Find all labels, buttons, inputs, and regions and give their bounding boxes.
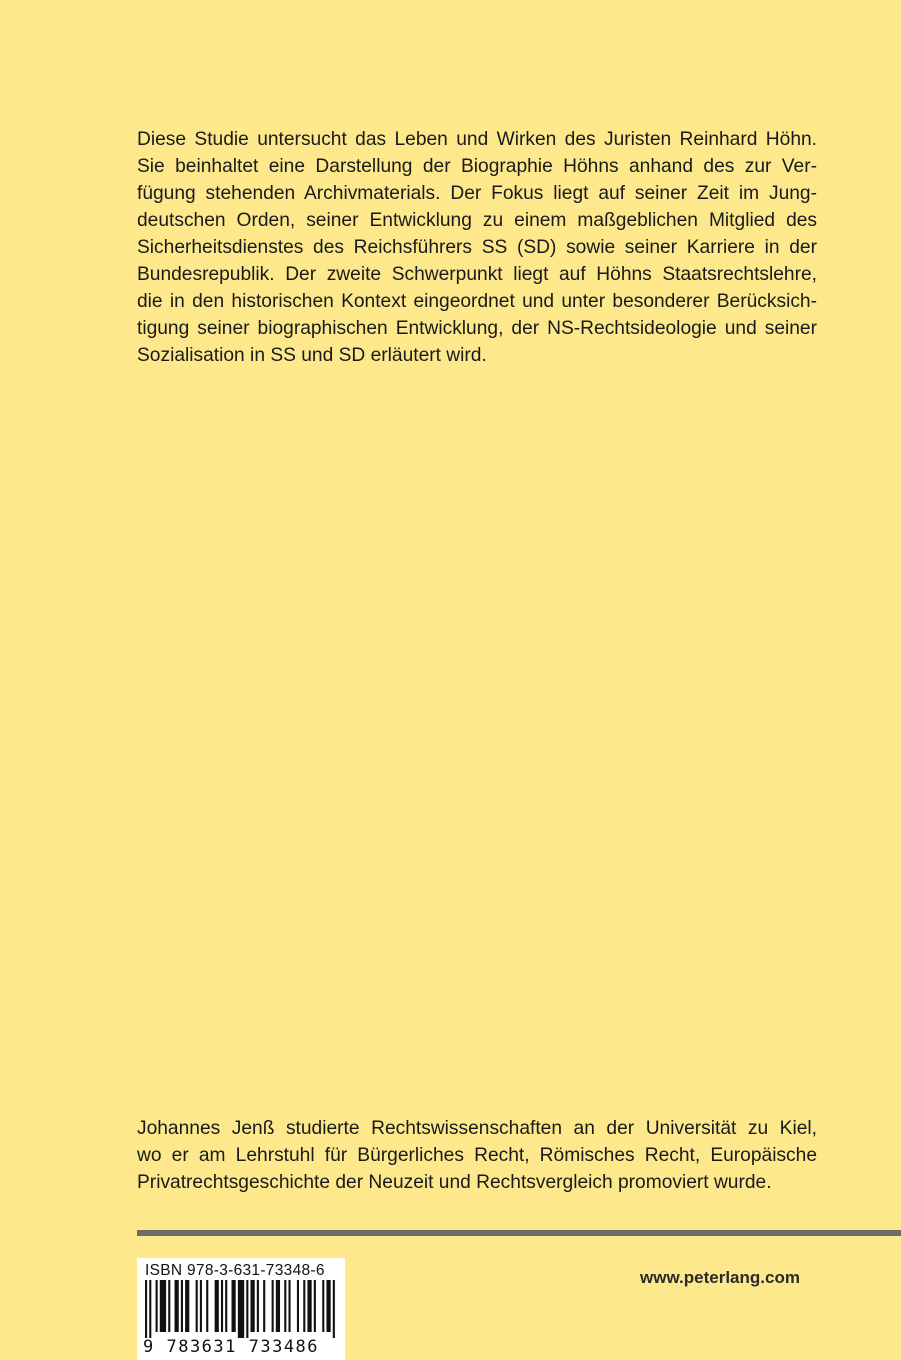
description-line: Sicherheitsdienstes des Reichsführers SS (SD) sowie seiner Karriere in der bbox=[137, 237, 817, 258]
barcode-bar bbox=[272, 1280, 274, 1332]
barcode-bar bbox=[200, 1280, 202, 1332]
barcode-bar bbox=[225, 1280, 227, 1332]
barcode-bar bbox=[238, 1280, 244, 1338]
barcode-bar bbox=[168, 1280, 170, 1332]
barcode-bar bbox=[156, 1280, 158, 1332]
description-line: deutschen Orden, seiner Entwicklung zu einem maßgeblichen Mitglied des bbox=[137, 210, 817, 231]
description-line: fügung stehenden Archivmaterials. Der Fokus liegt auf seiner Zeit im Jung- bbox=[137, 183, 817, 204]
barcode-bar bbox=[263, 1280, 265, 1332]
barcode-bar bbox=[175, 1280, 179, 1332]
barcode-bar bbox=[250, 1280, 254, 1332]
barcode-bars-icon bbox=[145, 1280, 337, 1338]
barcode-bar bbox=[297, 1280, 299, 1332]
publisher-url[interactable]: www.peterlang.com bbox=[640, 1268, 800, 1287]
barcode-bar bbox=[314, 1280, 316, 1332]
barcode-bar bbox=[322, 1280, 324, 1332]
book-description bbox=[137, 126, 817, 369]
author-bio-line: Johannes Jenß studierte Rechtswissenschaften an der Universität zu Kiel, bbox=[137, 1118, 817, 1139]
description-line: Diese Studie untersucht das Leben und Wirken des Juristen Reinhard Höhn. bbox=[137, 129, 817, 150]
barcode-bar bbox=[196, 1280, 198, 1332]
barcode-bar bbox=[160, 1280, 166, 1332]
barcode-bar bbox=[284, 1280, 286, 1332]
barcode-bar bbox=[276, 1280, 280, 1332]
barcode-bar bbox=[303, 1280, 305, 1332]
barcode-bar bbox=[232, 1280, 236, 1332]
barcode-bar bbox=[221, 1280, 223, 1332]
description-line: die in den historischen Kontext eingeordnet und unter besonderer Berücksich- bbox=[137, 291, 817, 312]
isbn-label: ISBN 978-3-631-73348-6 bbox=[145, 1262, 325, 1279]
author-bio-line: Privatrechtsgeschichte der Neuzeit und Rechtsvergleich promoviert wurde. bbox=[137, 1172, 772, 1193]
barcode-bar bbox=[246, 1280, 248, 1338]
barcode-bar bbox=[333, 1280, 335, 1338]
barcode-bar bbox=[185, 1280, 189, 1332]
barcode-bar bbox=[145, 1280, 147, 1338]
barcode-bar bbox=[288, 1280, 290, 1332]
description-line: Sozialisation in SS und SD erläutert wird. bbox=[137, 345, 487, 366]
barcode-bar bbox=[326, 1280, 330, 1332]
barcode-bar bbox=[307, 1280, 311, 1332]
description-line: Bundesrepublik. Der zweite Schwerpunkt liegt auf Höhns Staatsrechtslehre, bbox=[137, 264, 817, 285]
barcode-bar bbox=[206, 1280, 208, 1332]
ean-digits: 9 783631 733486 bbox=[143, 1337, 320, 1357]
barcode-bar bbox=[215, 1280, 219, 1332]
divider-rule bbox=[137, 1230, 901, 1236]
author-bio-line: wo er am Lehrstuhl für Bürgerliches Recht, Römisches Recht, Europäische bbox=[137, 1145, 817, 1166]
barcode-bar bbox=[181, 1280, 183, 1332]
barcode-bar bbox=[257, 1280, 259, 1332]
description-line: Sie beinhaltet eine Darstellung der Biographie Höhns anhand des zur Ver- bbox=[137, 156, 817, 177]
isbn-barcode bbox=[137, 1258, 345, 1360]
description-line: tigung seiner biographischen Entwicklung, der NS-Rechtsideologie und seiner bbox=[137, 318, 817, 339]
barcode-bar bbox=[149, 1280, 151, 1338]
author-bio bbox=[137, 1115, 817, 1196]
